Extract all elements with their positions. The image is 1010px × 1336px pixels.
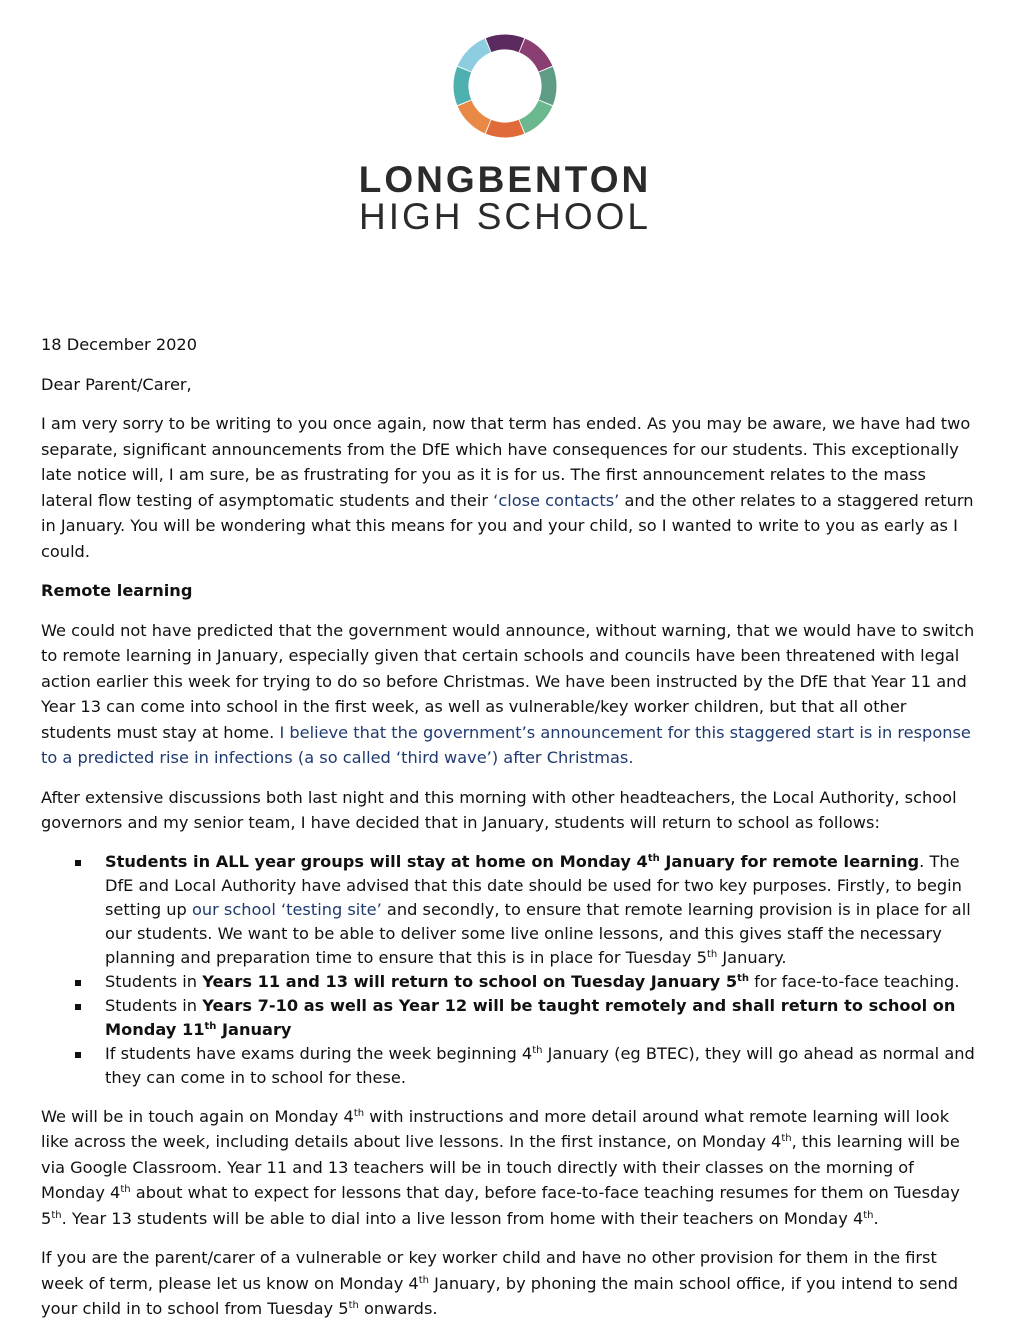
school-name-line2: HIGH SCHOOL <box>358 196 652 237</box>
vulnerable-children-paragraph: If you are the parent/carer of a vulnerable or key worker child and have no other provision for them in the first week of term, please let us know on Monday 4th January, by phoning the main school office, if you intend to send your child in to school from Tuesday 5th onwards. <box>41 1248 959 1318</box>
letter-body <box>41 332 976 1336</box>
logo-ring-segment <box>465 46 488 69</box>
logo-ring-segment <box>461 70 464 103</box>
logo-ring-segment <box>522 46 545 69</box>
logo-ring-segment <box>489 42 522 45</box>
remote-learning-paragraph: We could not have predicted that the government would announce, without warning, that we would have to switch to remote learning in January, especially given that certain schools and councils have been threatened with legal action earlier this week for trying to do so before Christmas. We have been instructed by the DfE that Year 11 and Year 13 can come into school in the first week, as well as vulnerable/key worker children, but that all other students must stay at home. I believe that the government’s announcement for this staggered start is in response to a predicted rise in infections (a so called ‘third wave’) after Christmas. <box>41 620 975 767</box>
school-logo <box>0 30 1010 236</box>
decision-paragraph: After extensive discussions both last night and this morning with other headteachers, the Local Authority, school governors and my senior team, I have decided that in January, students will return to school as follows: <box>41 787 957 832</box>
logo-ring-segment <box>522 103 545 126</box>
letter-date: 18 December 2020 <box>41 335 198 354</box>
salutation: Dear Parent/Carer, <box>41 374 192 394</box>
list-item: Students in ALL year groups will stay at home on Monday 4th January for remote learning. The DfE and Local Authority have advised that this date should be used for two key purposes. Firstly, to begin setting up our school ‘testing site’ and secondly, to ensure that remote learning provision is in place for all our students. We want to be able to deliver some live online lessons, and this gives staff the necessary planning and preparation time to ensure that this is in place for Tuesday 5th January. <box>105 850 976 970</box>
list-item: Students in Years 11 and 13 will return to school on Tuesday January 5th for face-to-face teaching. <box>105 970 976 994</box>
list-item: If students have exams during the week beginning 4th January (eg BTEC), they will go ahead as normal and they can come in to school for these. <box>105 1042 976 1090</box>
return-schedule-list <box>41 850 976 1090</box>
intro-paragraph: I am very sorry to be writing to you once again, now that term has ended. As you may be aware, we have had two separate, significant announcements from the DfE which have consequences for our students. This exceptionally late notice will, I am sure, be as frustrating for you as it is for us. The first announcement relates to the mass lateral flow testing of asymptomatic students and their ‘close contacts’ and the other relates to a staggered return in January. You will be wondering what this means for you and your child, so I wanted to write to you as early as I could. <box>41 414 974 561</box>
section-heading: Remote learning <box>41 581 193 600</box>
list-item: Students in Years 7-10 as well as Year 12 will be taught remotely and shall return to school on Monday 11th January <box>105 994 976 1042</box>
logo-ring-segment <box>465 103 488 126</box>
logo-ring-segment <box>489 127 522 130</box>
logo-ring-segment <box>546 70 549 103</box>
school-name-line1: LONGBENTON <box>358 159 652 200</box>
contact-paragraph: We will be in touch again on Monday 4th with instructions and more detail around what remote learning will look like across the week, including details about live lessons. In the first instance, on Monday 4th, this learning will be via Google Classroom. Year 11 and 13 teachers will be in touch directly with their classes on the morning of Monday 4th about what to expect for lessons that day, before face-to-face teaching resumes for them on Tuesday 5th. Year 13 students will be able to dial into a live lesson from home with their teachers on Monday 4th. <box>41 1106 960 1228</box>
school-logo-ring-icon <box>449 30 561 142</box>
